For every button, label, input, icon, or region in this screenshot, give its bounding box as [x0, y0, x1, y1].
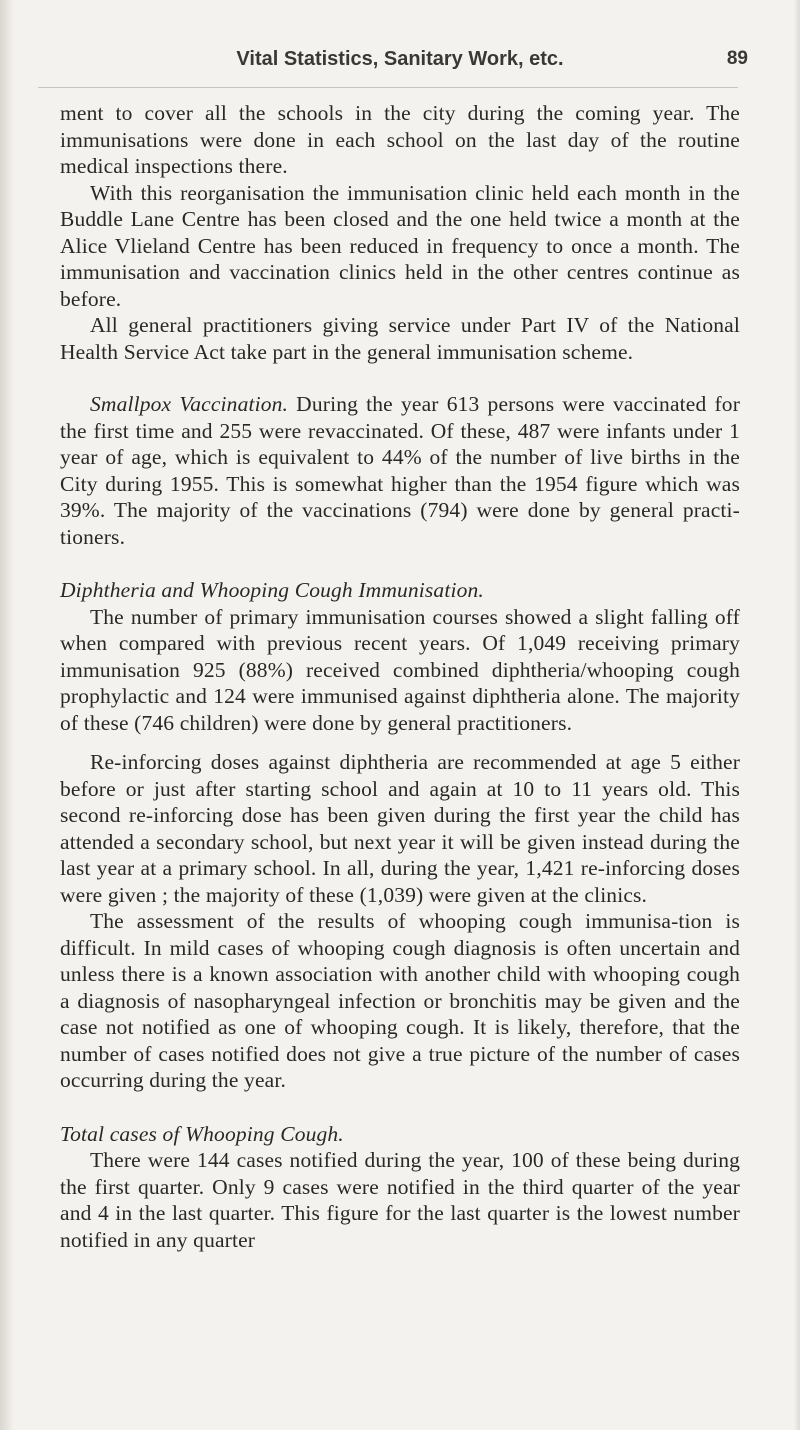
page-spine-shadow: [0, 0, 14, 1430]
paragraph-diphtheria-primary: The number of primary immunisation courses showed a slight falling off when compared with previous recent years. Of 1,049 receiving primary immunisation 925 (88%) received combined diphtheria/whooping cough prophylactic and 124 were immunised against diphtheria alone. The majority of these (746 children) were done by general practitioners.: [60, 604, 740, 735]
paragraph-reinforcing-doses: Re-inforcing doses against diphtheria are recommended at age 5 either before or just after starting school and again at 10 to 11 years old. This second re-inforcing dose has been given during the first year the child has attended a secondary school, but next year it will be given instead during the last year at a primary school. In all, during the year, 1,421 re-inforcing doses were given ; the majority of these (1,039) were given at the clinics.: [60, 750, 740, 907]
paragraph-school-immunisation: ment to cover all the schools in the city during the coming year. The immunisations were done in each school on the last day of the routine medical inspections there.: [60, 101, 740, 178]
section-heading-smallpox: Smallpox Vaccination.: [90, 392, 289, 416]
paragraph-whooping-cough-cases: There were 144 cases notified during the year, 100 of these being during the first quarter. Only 9 cases were notified in the third quarter of the year and 4 in the last quarter. This figure for the last quarter is the lowest number notified in any quarter: [60, 1148, 740, 1252]
paragraph-general-practitioners: All general practitioners giving service under Part IV of the National Health Service Act take part in the general immunisation scheme.: [60, 313, 740, 364]
page-number: 89: [726, 48, 748, 69]
paragraph-smallpox-vaccination: [60, 391, 740, 550]
section-heading-whooping-cough-total: Total cases of Whooping Cough.: [60, 1121, 344, 1146]
running-header: [0, 48, 800, 78]
page-right-edge: [794, 0, 800, 1430]
paragraph-smallpox-text: During the year 613 persons were vaccinated for the first time and 255 were revaccinated. Of these, 487 were infants under 1 year of age, which is equivalent to 44% of the number of live births in the City during 1955. This is somewhat higher than the 1954 figure which was 39%. The majority of the vaccinations (794) were done by general practi-tioners.: [60, 392, 741, 549]
paragraph-reorganisation: With this reorganisation the immunisation clinic held each month in the Buddle Lane Centre has been closed and the one held twice a month at the Alice Vlieland Centre has been reduced in frequency to once a month. The immunisation and vaccination clinics held in the other centres continue as before.: [60, 180, 740, 311]
paragraph-whooping-assessment: The assessment of the results of whooping cough immunisa-tion is difficult. In mild cases of whooping cough diagnosis is often uncertain and unless there is a known association with another child with whooping cough a diagnosis of nasopharyngeal infection or bronchitis may be given and the case not notified as one of whooping cough. It is likely, therefore, that the number of cases notified does not give a true picture of the number of cases occurring during the year.: [60, 909, 740, 1092]
running-title: Vital Statistics, Sanitary Work, etc.: [236, 48, 564, 70]
section-heading-diphtheria: Diphtheria and Whooping Cough Immunisation.: [60, 578, 484, 602]
header-rule: [38, 87, 738, 88]
body-text: [60, 100, 740, 1253]
